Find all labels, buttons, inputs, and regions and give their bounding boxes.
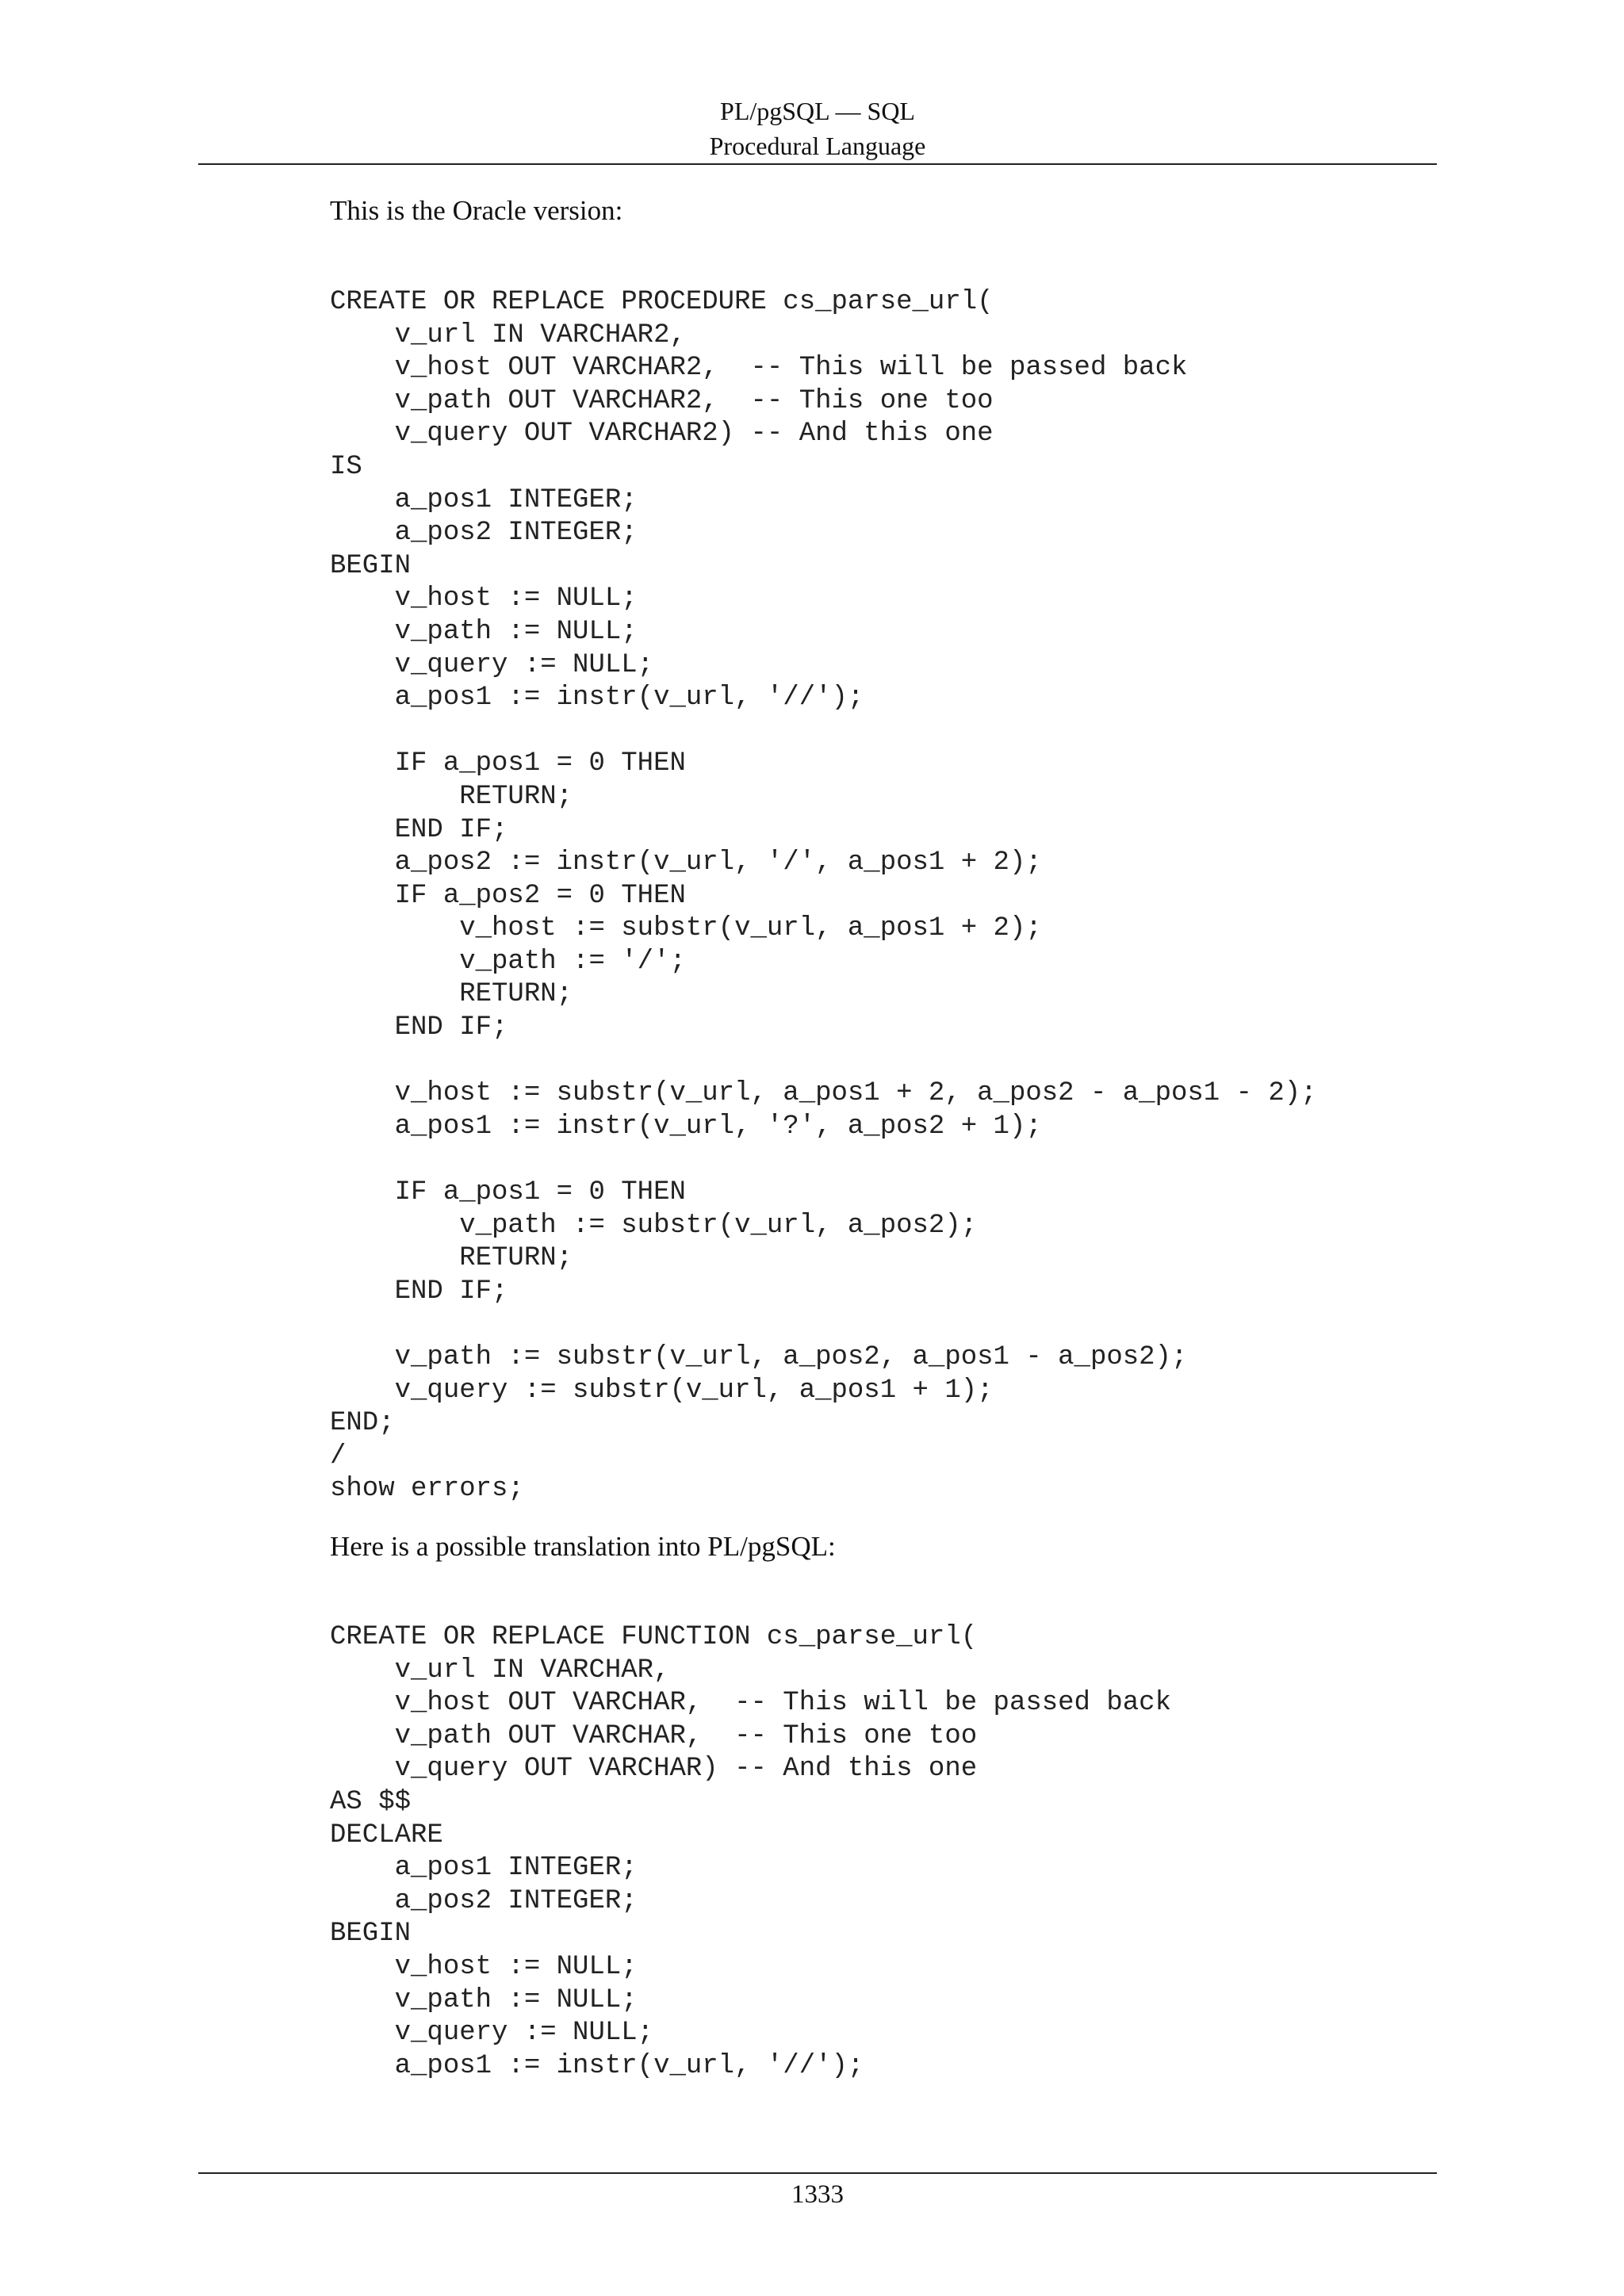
code-line: DECLARE — [330, 1820, 443, 1850]
pgsql-code-block — [330, 1621, 1171, 2083]
code-line: a_pos2 INTEGER; — [330, 1885, 638, 1916]
code-line: v_path := '/'; — [330, 946, 686, 977]
code-line: v_query := substr(v_url, a_pos1 + 1); — [330, 1375, 994, 1406]
code-line: v_path := substr(v_url, a_pos2); — [330, 1210, 978, 1241]
oracle-intro-text: This is the Oracle version: — [330, 195, 623, 226]
code-line: v_query := NULL; — [330, 649, 654, 680]
code-line: v_url IN VARCHAR, — [330, 1655, 670, 1686]
code-line: v_host := substr(v_url, a_pos1 + 2, a_pos2 - a_pos1 - 2); — [330, 1078, 1317, 1109]
code-line: CREATE OR REPLACE PROCEDURE cs_parse_url( — [330, 287, 994, 317]
code-line: v_host OUT VARCHAR2, -- This will be passed back — [330, 353, 1188, 384]
code-line — [330, 715, 1317, 748]
code-line: END IF; — [330, 1276, 508, 1307]
code-line: RETURN; — [330, 781, 573, 812]
code-line: v_path OUT VARCHAR2, -- This one too — [330, 385, 994, 416]
code-line: END IF; — [330, 1012, 508, 1043]
code-line: a_pos2 := instr(v_url, '/', a_pos1 + 2); — [330, 848, 1042, 878]
code-line: a_pos1 := instr(v_url, '//'); — [330, 2050, 864, 2081]
code-line: a_pos1 := instr(v_url, '//'); — [330, 683, 864, 714]
code-line: END; — [330, 1408, 395, 1439]
footer-divider — [198, 2172, 1437, 2174]
code-line: / — [330, 1441, 347, 1471]
code-line: a_pos1 := instr(v_url, '?', a_pos2 + 1); — [330, 1111, 1042, 1142]
code-line: v_path := NULL; — [330, 616, 638, 647]
code-line: IF a_pos2 = 0 THEN — [330, 880, 686, 911]
code-line: v_host := NULL; — [330, 584, 638, 614]
code-line: v_path := substr(v_url, a_pos2, a_pos1 - a_pos2); — [330, 1342, 1188, 1372]
code-line: BEGIN — [330, 1919, 412, 1950]
code-line: RETURN; — [330, 979, 573, 1010]
header-subtitle: Procedural Language — [709, 132, 926, 160]
oracle-code-block — [330, 286, 1317, 1506]
code-line: v_host OUT VARCHAR, -- This will be passed back — [330, 1688, 1171, 1719]
code-line: CREATE OR REPLACE FUNCTION cs_parse_url( — [330, 1622, 978, 1652]
code-line: v_path OUT VARCHAR, -- This one too — [330, 1720, 978, 1751]
code-line: v_path := NULL; — [330, 1984, 638, 2015]
code-line: v_query := NULL; — [330, 2018, 654, 2049]
code-line: v_host := NULL; — [330, 1951, 638, 1982]
code-line: v_url IN VARCHAR2, — [330, 320, 686, 350]
code-line: v_host := substr(v_url, a_pos1 + 2); — [330, 913, 1042, 944]
code-line: IS — [330, 451, 362, 482]
page-number: 1333 — [791, 2180, 844, 2209]
header-title: PL/pgSQL — SQL — [720, 97, 915, 125]
code-line: END IF; — [330, 814, 508, 845]
code-line — [330, 1308, 1317, 1341]
code-line: AS $$ — [330, 1786, 412, 1817]
code-line: a_pos1 INTEGER; — [330, 484, 638, 515]
code-line: show errors; — [330, 1474, 524, 1505]
code-line — [330, 1045, 1317, 1078]
code-line: a_pos1 INTEGER; — [330, 1853, 638, 1884]
code-line: v_query OUT VARCHAR2) -- And this one — [330, 419, 994, 450]
code-line: IF a_pos1 = 0 THEN — [330, 1177, 686, 1208]
code-line: a_pos2 INTEGER; — [330, 518, 638, 549]
code-line: BEGIN — [330, 550, 412, 581]
header-divider — [198, 163, 1437, 165]
code-line: v_query OUT VARCHAR) -- And this one — [330, 1754, 978, 1785]
running-header — [198, 94, 1437, 163]
code-line — [330, 1143, 1317, 1177]
code-line: RETURN; — [330, 1243, 573, 1274]
pgsql-intro-text: Here is a possible translation into PL/pgSQL: — [330, 1531, 836, 1562]
code-line: IF a_pos1 = 0 THEN — [330, 748, 686, 779]
